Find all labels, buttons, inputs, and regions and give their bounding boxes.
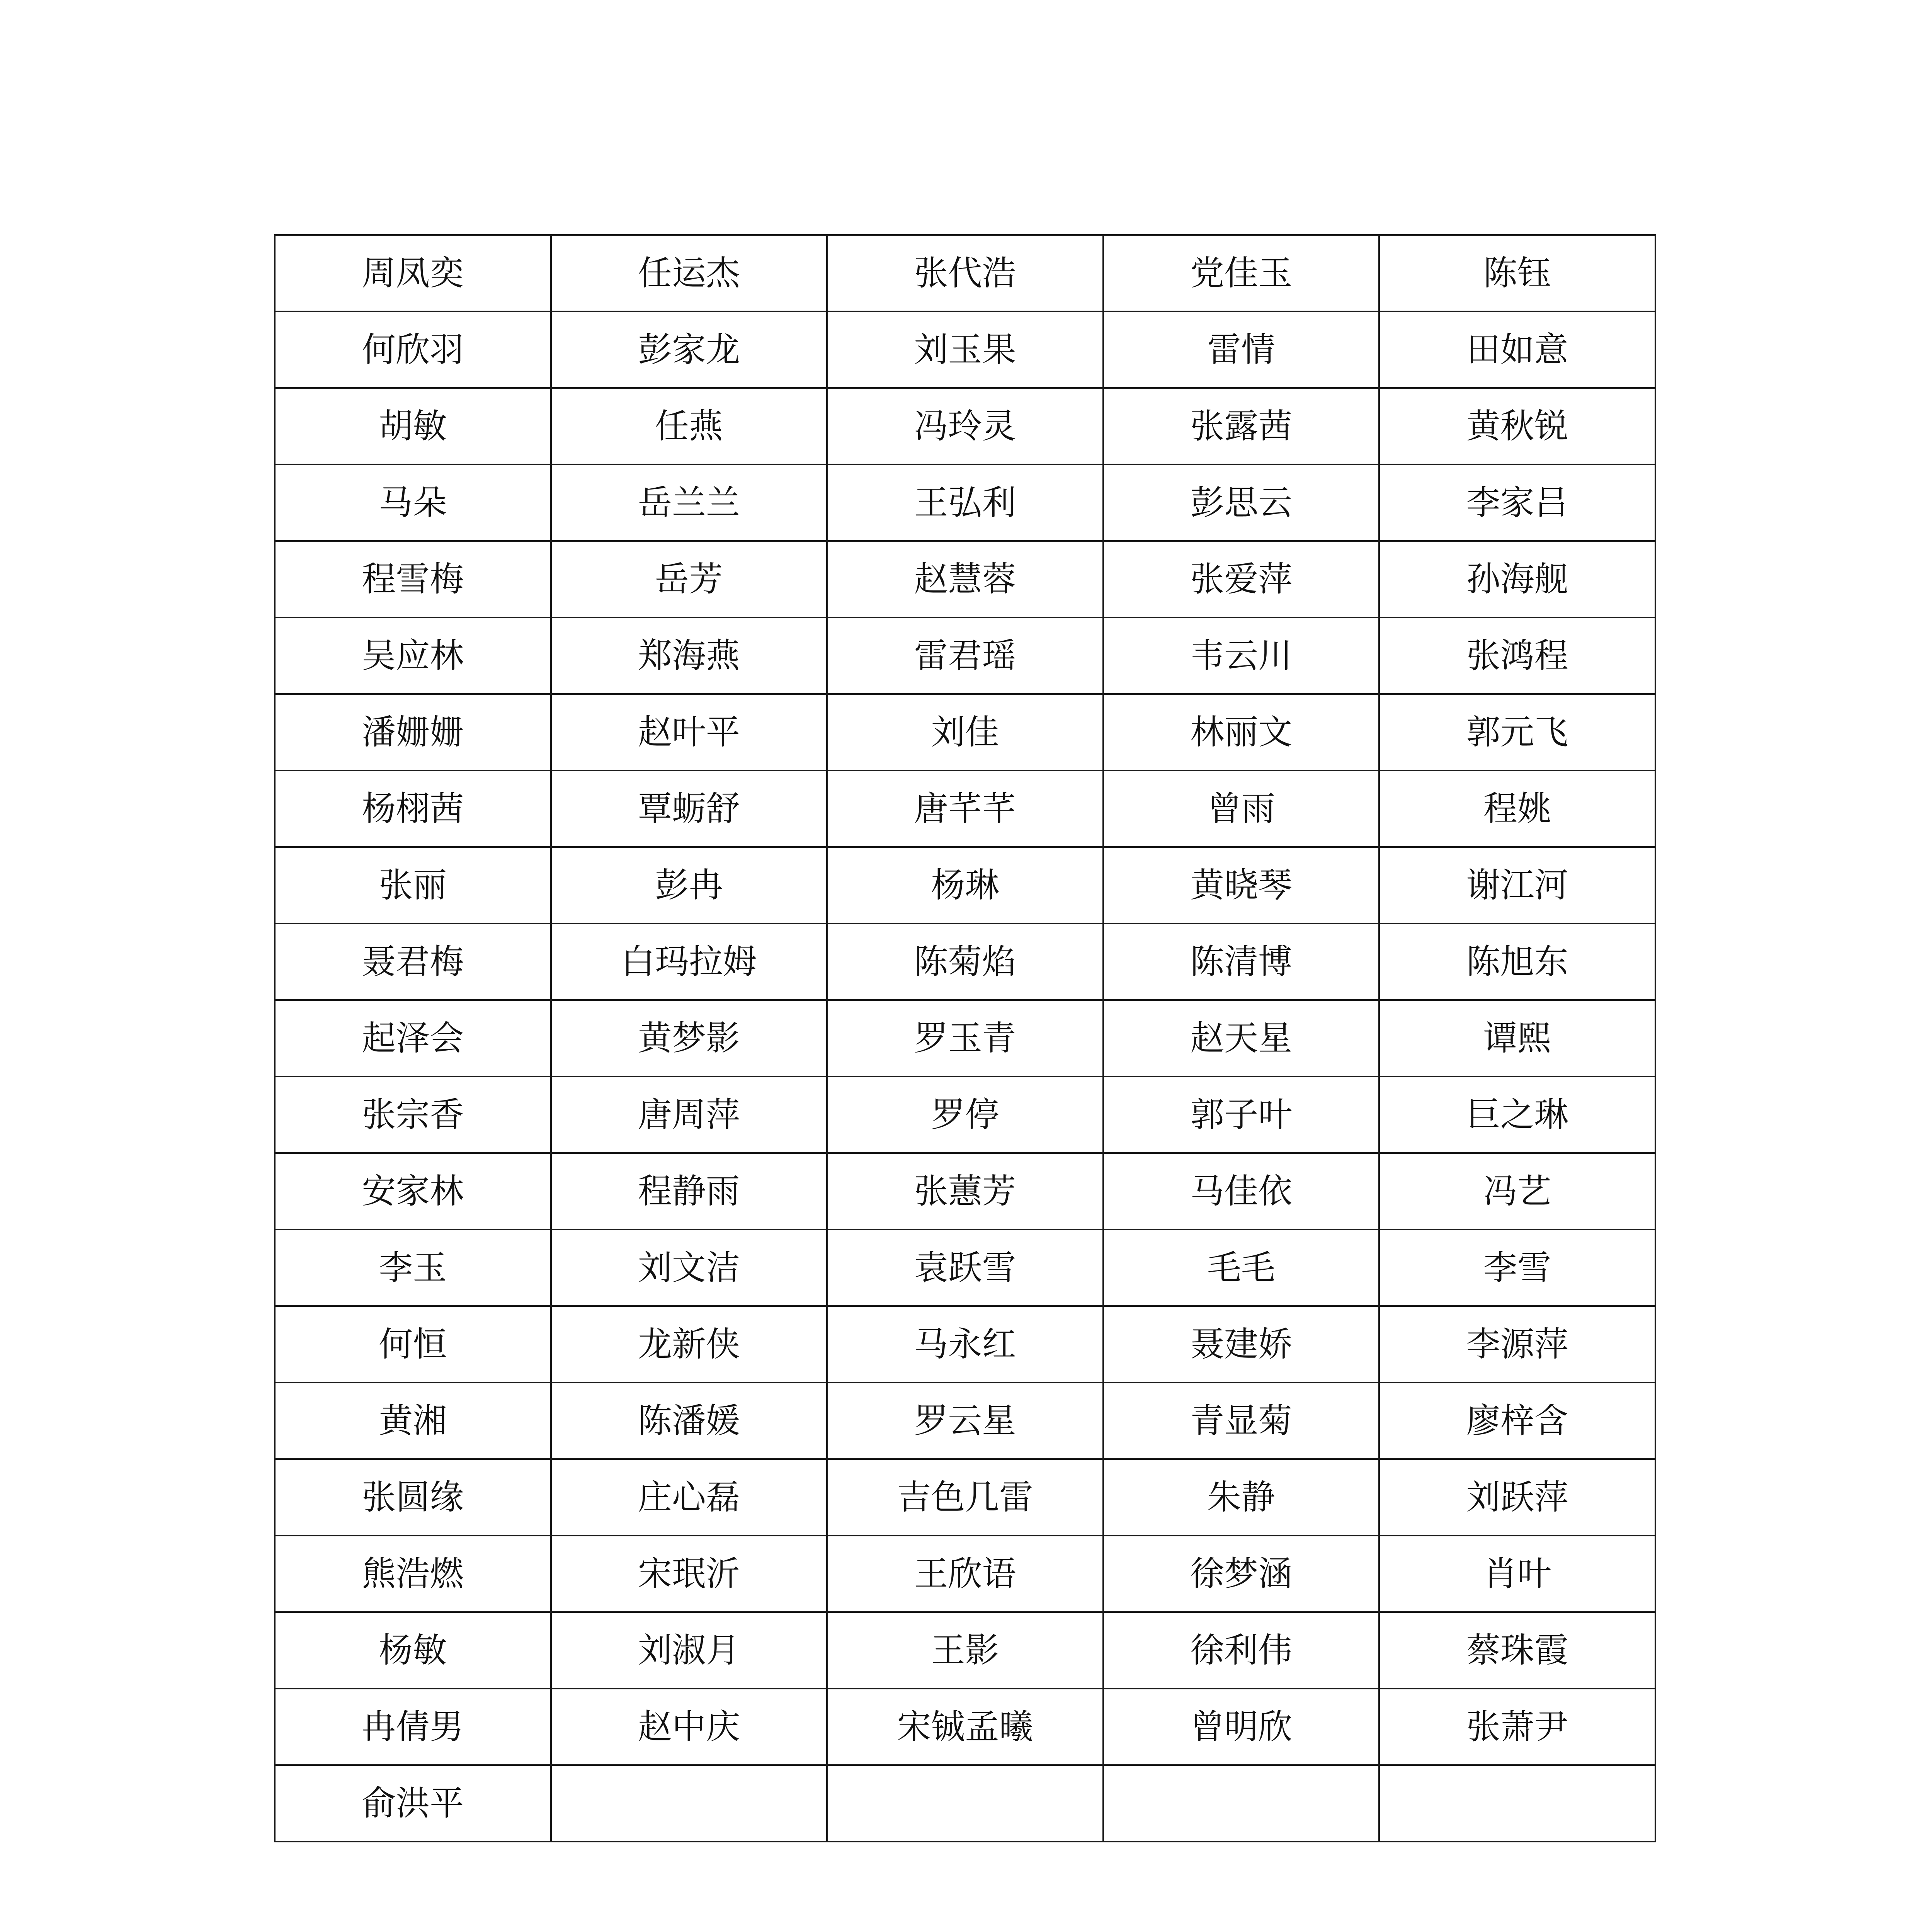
name-cell: 张爱萍	[1103, 541, 1379, 617]
name-cell: 青显菊	[1103, 1383, 1379, 1459]
name-cell: 蔡珠霞	[1379, 1612, 1655, 1689]
name-cell: 马佳依	[1103, 1153, 1379, 1230]
name-cell: 朱静	[1103, 1459, 1379, 1536]
name-cell: 吉色几雷	[827, 1459, 1103, 1536]
name-cell: 彭家龙	[551, 311, 827, 388]
name-cell: 程静雨	[551, 1153, 827, 1230]
table-row	[275, 1765, 1655, 1842]
name-cell: 起泽会	[275, 1000, 551, 1077]
table-row	[275, 770, 1655, 847]
name-cell: 胡敏	[275, 388, 551, 464]
name-cell: 郑海燕	[551, 617, 827, 694]
name-cell: 曾雨	[1103, 770, 1379, 847]
name-cell: 郭元飞	[1379, 694, 1655, 770]
table-row	[275, 541, 1655, 617]
name-cell: 陈菊焰	[827, 923, 1103, 1000]
name-cell	[1379, 1765, 1655, 1842]
name-cell: 黄秋锐	[1379, 388, 1655, 464]
table-row	[275, 1459, 1655, 1536]
name-cell: 岳芳	[551, 541, 827, 617]
table-row	[275, 1612, 1655, 1689]
table-row	[275, 1230, 1655, 1306]
name-cell: 张丽	[275, 847, 551, 923]
name-cell: 王影	[827, 1612, 1103, 1689]
name-cell: 潘姗姗	[275, 694, 551, 770]
name-cell: 彭冉	[551, 847, 827, 923]
name-cell: 何恒	[275, 1306, 551, 1383]
name-cell: 陈钰	[1379, 235, 1655, 311]
table-row	[275, 235, 1655, 311]
name-cell: 马永红	[827, 1306, 1103, 1383]
name-cell: 杨敏	[275, 1612, 551, 1689]
name-cell: 张代浩	[827, 235, 1103, 311]
name-cell	[551, 1765, 827, 1842]
name-cell: 刘跃萍	[1379, 1459, 1655, 1536]
name-cell: 陈潘媛	[551, 1383, 827, 1459]
roster-table-1-body	[275, 235, 1655, 1842]
name-cell: 熊浩燃	[275, 1536, 551, 1612]
name-cell: 谢江河	[1379, 847, 1655, 923]
name-cell: 白玛拉姆	[551, 923, 827, 1000]
name-cell: 陈清博	[1103, 923, 1379, 1000]
name-cell: 徐梦涵	[1103, 1536, 1379, 1612]
name-cell: 赵叶平	[551, 694, 827, 770]
table-row	[275, 1383, 1655, 1459]
name-cell: 徐利伟	[1103, 1612, 1379, 1689]
name-cell: 李雪	[1379, 1230, 1655, 1306]
name-cell: 张圆缘	[275, 1459, 551, 1536]
name-cell: 孙海舰	[1379, 541, 1655, 617]
name-cell: 雷情	[1103, 311, 1379, 388]
name-cell: 周凤奕	[275, 235, 551, 311]
name-cell: 唐周萍	[551, 1077, 827, 1153]
name-cell: 宋铖孟曦	[827, 1689, 1103, 1765]
name-cell: 王欣语	[827, 1536, 1103, 1612]
name-cell: 谭熙	[1379, 1000, 1655, 1077]
name-cell: 马朵	[275, 464, 551, 541]
name-cell: 俞洪平	[275, 1765, 551, 1842]
table-row	[275, 1536, 1655, 1612]
name-cell: 赵中庆	[551, 1689, 827, 1765]
name-cell: 程姚	[1379, 770, 1655, 847]
name-cell: 张蕙芳	[827, 1153, 1103, 1230]
name-cell: 田如意	[1379, 311, 1655, 388]
name-cell	[1103, 1765, 1379, 1842]
name-cell: 罗玉青	[827, 1000, 1103, 1077]
name-cell: 冯玲灵	[827, 388, 1103, 464]
name-cell: 陈旭东	[1379, 923, 1655, 1000]
name-cell: 龙新侠	[551, 1306, 827, 1383]
name-cell: 冉倩男	[275, 1689, 551, 1765]
name-cell	[827, 1765, 1103, 1842]
name-cell: 肖叶	[1379, 1536, 1655, 1612]
name-cell: 聂君梅	[275, 923, 551, 1000]
name-cell: 李玉	[275, 1230, 551, 1306]
name-cell: 任燕	[551, 388, 827, 464]
table-row	[275, 464, 1655, 541]
name-cell: 罗停	[827, 1077, 1103, 1153]
table-row	[275, 923, 1655, 1000]
name-cell: 宋珉沂	[551, 1536, 827, 1612]
name-cell: 唐芊芊	[827, 770, 1103, 847]
name-cell: 赵天星	[1103, 1000, 1379, 1077]
name-cell: 吴应林	[275, 617, 551, 694]
table-row	[275, 1689, 1655, 1765]
table-row	[275, 1077, 1655, 1153]
name-cell: 赵慧蓉	[827, 541, 1103, 617]
name-cell: 王弘利	[827, 464, 1103, 541]
name-cell: 雷君瑶	[827, 617, 1103, 694]
name-cell: 廖梓含	[1379, 1383, 1655, 1459]
name-cell: 岳兰兰	[551, 464, 827, 541]
name-cell: 黄晓琴	[1103, 847, 1379, 923]
table-row	[275, 388, 1655, 464]
name-cell: 刘佳	[827, 694, 1103, 770]
table-row	[275, 847, 1655, 923]
name-cell: 冯艺	[1379, 1153, 1655, 1230]
name-cell: 袁跃雪	[827, 1230, 1103, 1306]
name-cell: 张鸿程	[1379, 617, 1655, 694]
name-cell: 安家林	[275, 1153, 551, 1230]
name-cell: 刘玉果	[827, 311, 1103, 388]
name-cell: 张宗香	[275, 1077, 551, 1153]
name-cell: 刘淑月	[551, 1612, 827, 1689]
name-cell: 曾明欣	[1103, 1689, 1379, 1765]
table-row	[275, 694, 1655, 770]
table-row	[275, 617, 1655, 694]
name-cell: 杨琳	[827, 847, 1103, 923]
name-cell: 巨之琳	[1379, 1077, 1655, 1153]
table-row	[275, 1306, 1655, 1383]
name-cell: 李家吕	[1379, 464, 1655, 541]
name-cell: 覃蛎舒	[551, 770, 827, 847]
name-cell: 张萧尹	[1379, 1689, 1655, 1765]
name-cell: 黄梦影	[551, 1000, 827, 1077]
name-cell: 程雪梅	[275, 541, 551, 617]
name-cell: 林丽文	[1103, 694, 1379, 770]
name-cell: 黄湘	[275, 1383, 551, 1459]
table-row	[275, 311, 1655, 388]
name-cell: 刘文洁	[551, 1230, 827, 1306]
name-cell: 党佳玉	[1103, 235, 1379, 311]
name-cell: 何欣羽	[275, 311, 551, 388]
table-row	[275, 1000, 1655, 1077]
name-cell: 张露茜	[1103, 388, 1379, 464]
name-cell: 杨栩茜	[275, 770, 551, 847]
name-cell: 李源萍	[1379, 1306, 1655, 1383]
name-cell: 毛毛	[1103, 1230, 1379, 1306]
name-cell: 韦云川	[1103, 617, 1379, 694]
roster-table-1	[274, 234, 1656, 1842]
name-cell: 彭思云	[1103, 464, 1379, 541]
name-cell: 罗云星	[827, 1383, 1103, 1459]
table-row	[275, 1153, 1655, 1230]
name-cell: 郭子叶	[1103, 1077, 1379, 1153]
name-cell: 庄心磊	[551, 1459, 827, 1536]
name-cell: 任运杰	[551, 235, 827, 311]
name-cell: 聂建娇	[1103, 1306, 1379, 1383]
